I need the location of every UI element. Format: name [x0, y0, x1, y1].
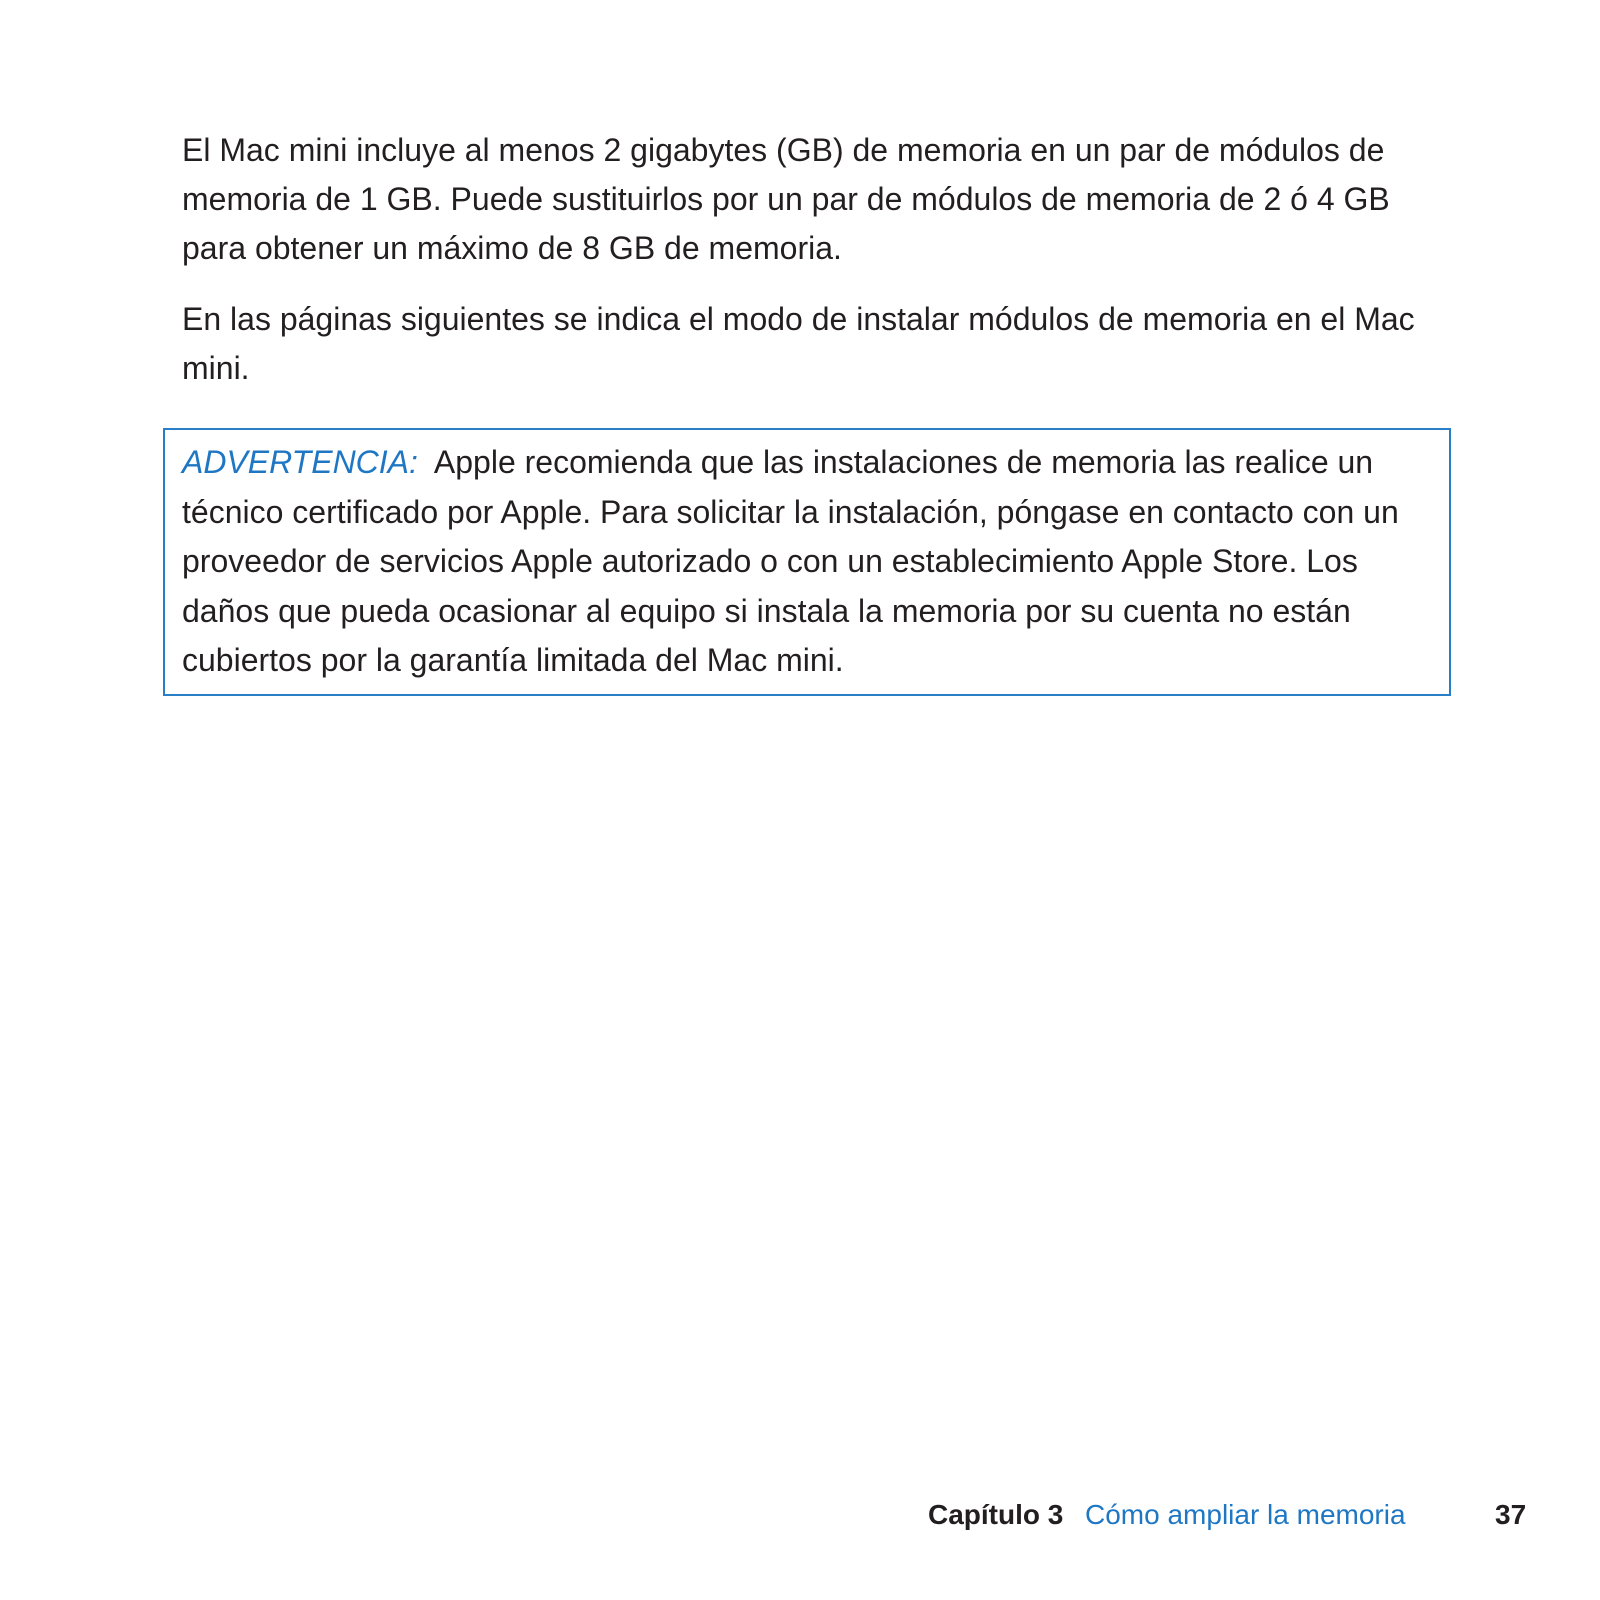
page-number: 37: [1495, 1499, 1527, 1530]
footer-chapter-title: Cómo ampliar la memoria: [1085, 1499, 1406, 1530]
warning-box: [163, 428, 1451, 696]
intro-paragraph: El Mac mini incluye al menos 2 gigabytes (GB) de memoria en un par de módulos de memoria de 1 GB. Puede sustituirlos por un par de módulos de memoria de 2 ó 4 GB para obtener un máximo de 8 GB de memoria.: [182, 132, 1390, 266]
warning-label: ADVERTENCIA:: [182, 444, 418, 480]
instructions-paragraph: En las páginas siguientes se indica el modo de instalar módulos de memoria en el Mac mini.: [182, 301, 1415, 386]
footer-chapter-label: Capítulo 3: [928, 1499, 1064, 1530]
warning-text: Apple recomienda que las instalaciones de memoria las realice un técnico certificado por Apple. Para solicitar la instalación, póngase en contacto con un proveedor de servicios Apple autorizado o con un establecimiento Apple Store. Los daños que pueda ocasionar al equipo si instala la memoria por su cuenta no están cubiertos por la garantía limitada del Mac mini.: [182, 444, 1399, 678]
warning-paragraph: [182, 438, 1432, 686]
page-footer: [0, 1490, 1600, 1540]
